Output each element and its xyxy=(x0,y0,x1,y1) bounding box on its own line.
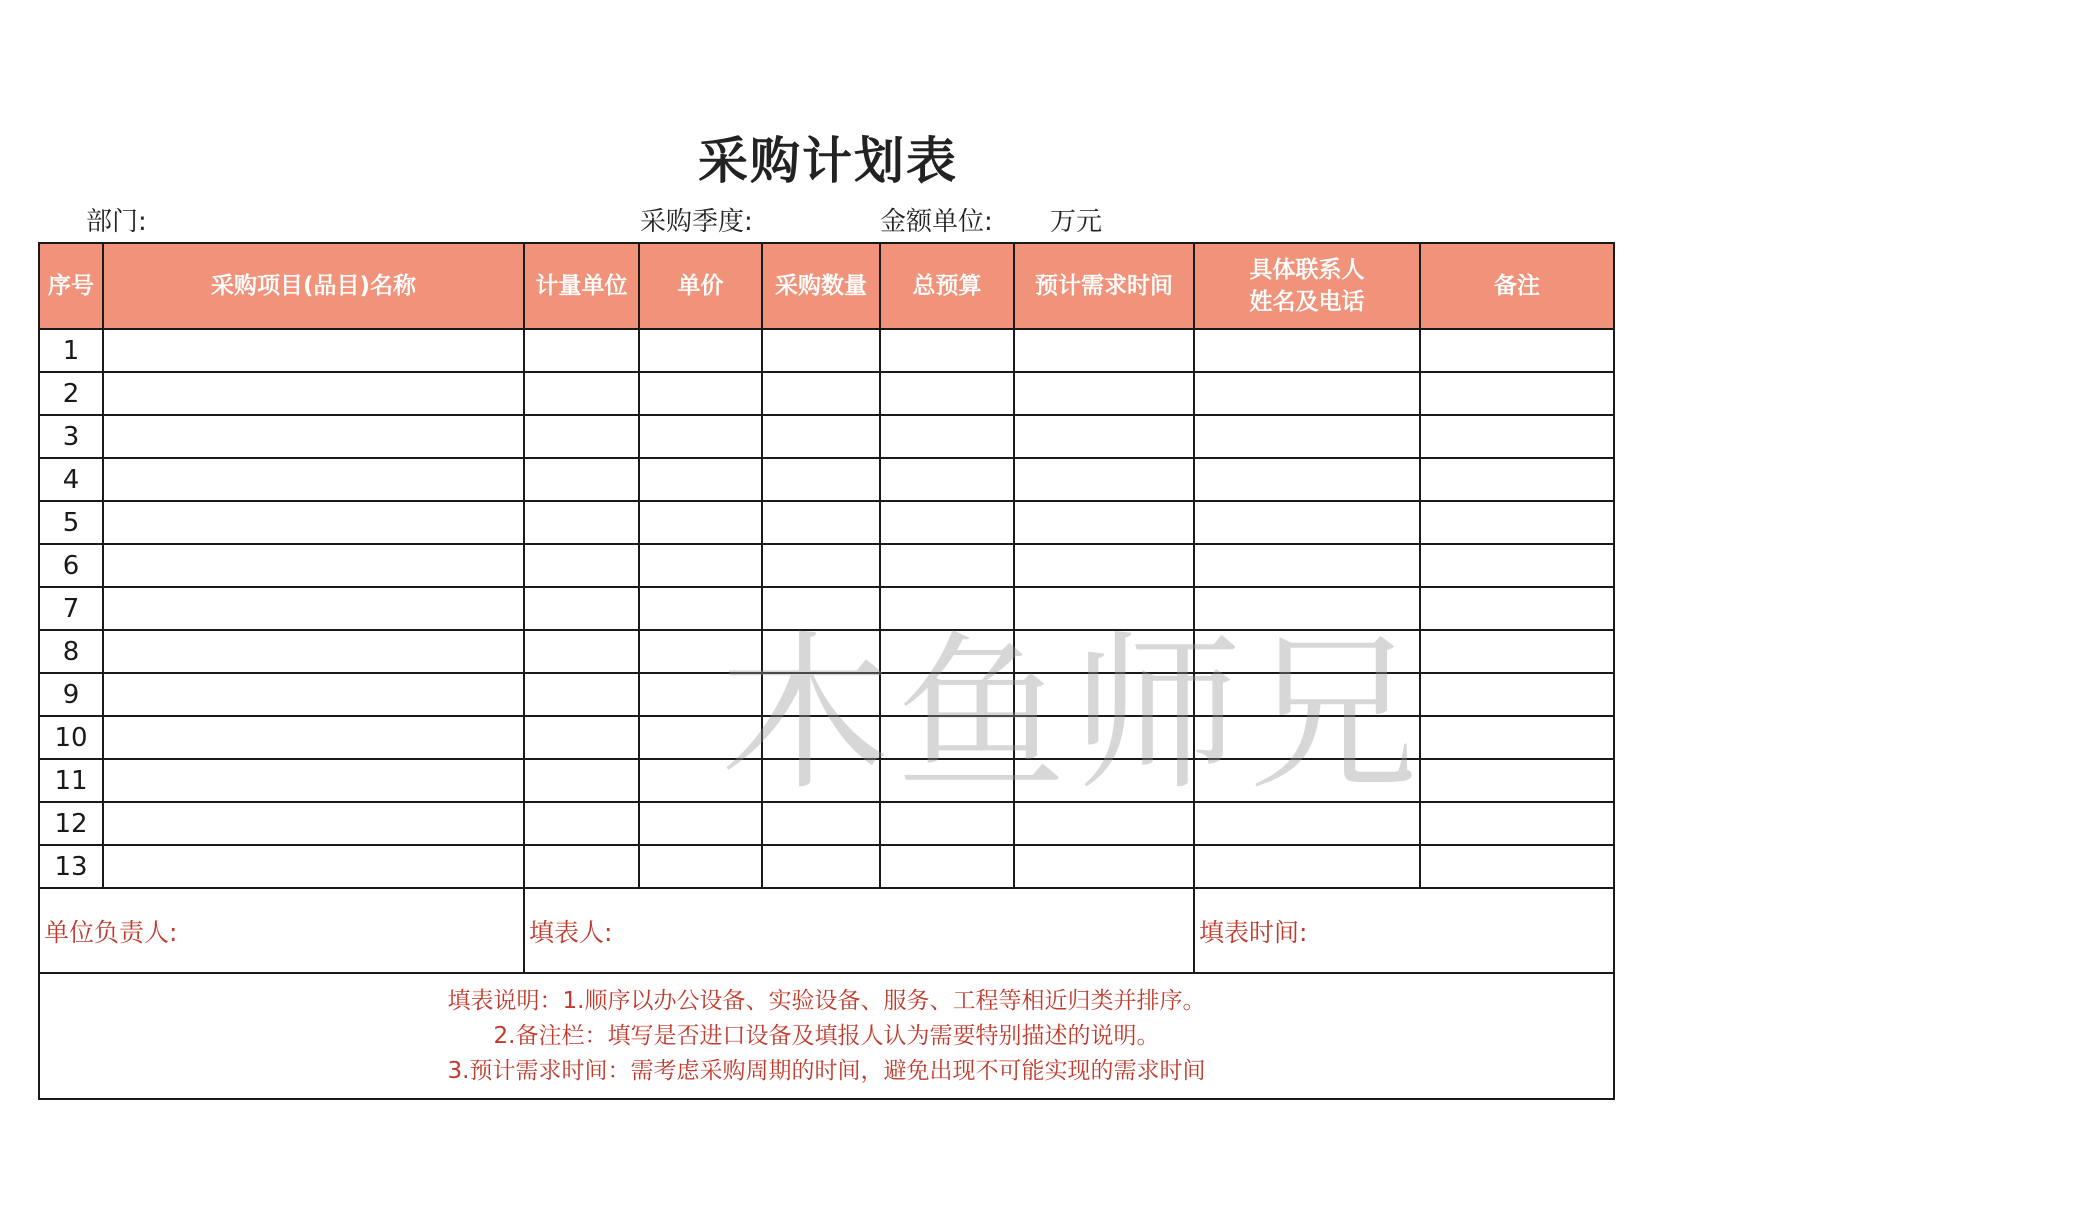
table-cell[interactable] xyxy=(1194,544,1420,587)
row-index: 4 xyxy=(39,458,103,501)
table-cell[interactable] xyxy=(762,501,880,544)
table-cell[interactable] xyxy=(1420,759,1614,802)
table-row xyxy=(39,372,1614,415)
table-cell[interactable] xyxy=(1420,630,1614,673)
table-cell[interactable] xyxy=(1194,587,1420,630)
table-cell[interactable] xyxy=(103,673,524,716)
table-cell[interactable] xyxy=(524,716,639,759)
table-cell[interactable] xyxy=(1194,329,1420,372)
table-cell[interactable] xyxy=(880,759,1014,802)
table-cell[interactable] xyxy=(1194,501,1420,544)
table-cell[interactable] xyxy=(762,630,880,673)
table-cell[interactable] xyxy=(762,802,880,845)
table-cell[interactable] xyxy=(639,673,762,716)
header-contact: 具体联系人 姓名及电话 xyxy=(1194,243,1420,329)
row-index: 8 xyxy=(39,630,103,673)
row-index: 13 xyxy=(39,845,103,888)
table-row xyxy=(39,802,1614,845)
table-cell[interactable] xyxy=(1014,845,1194,888)
instructions-row xyxy=(39,973,1614,1099)
table-cell[interactable] xyxy=(639,759,762,802)
table-cell[interactable] xyxy=(524,372,639,415)
table-cell[interactable] xyxy=(639,802,762,845)
table-cell[interactable] xyxy=(1014,329,1194,372)
header-remark: 备注 xyxy=(1420,243,1614,329)
table-cell[interactable] xyxy=(524,802,639,845)
table-cell[interactable] xyxy=(1014,716,1194,759)
table-row xyxy=(39,759,1614,802)
table-cell[interactable] xyxy=(1014,673,1194,716)
amount-unit-label: 金额单位: xyxy=(880,207,993,237)
table-cell[interactable] xyxy=(639,845,762,888)
header-index: 序号 xyxy=(39,243,103,329)
table-cell[interactable] xyxy=(880,716,1014,759)
table-cell[interactable] xyxy=(1014,587,1194,630)
table-cell[interactable] xyxy=(639,716,762,759)
table-cell[interactable] xyxy=(762,845,880,888)
table-cell[interactable] xyxy=(1194,845,1420,888)
table-cell[interactable] xyxy=(1014,415,1194,458)
table-cell[interactable] xyxy=(880,501,1014,544)
table-cell[interactable] xyxy=(1420,544,1614,587)
table-cell[interactable] xyxy=(762,716,880,759)
table-cell[interactable] xyxy=(762,759,880,802)
table-row xyxy=(39,329,1614,372)
table-cell[interactable] xyxy=(1194,458,1420,501)
table-cell[interactable] xyxy=(1014,458,1194,501)
table-cell[interactable] xyxy=(639,458,762,501)
table-cell[interactable] xyxy=(103,630,524,673)
quarter-label: 采购季度: xyxy=(640,207,753,237)
table-cell[interactable] xyxy=(1194,673,1420,716)
table-cell[interactable] xyxy=(103,458,524,501)
table-row xyxy=(39,544,1614,587)
table-cell[interactable] xyxy=(880,544,1014,587)
table-row xyxy=(39,415,1614,458)
table-cell[interactable] xyxy=(880,802,1014,845)
amount-unit-value: 万元 xyxy=(1050,207,1103,237)
table-cell[interactable] xyxy=(524,759,639,802)
table-cell[interactable] xyxy=(1420,802,1614,845)
table-cell[interactable] xyxy=(1420,415,1614,458)
table-cell[interactable] xyxy=(1014,802,1194,845)
watermark-text: 木鱼师兄 xyxy=(720,616,1425,814)
table-cell[interactable] xyxy=(880,673,1014,716)
header-item-name: 采购项目(品目)名称 xyxy=(103,243,524,329)
header-row xyxy=(39,243,1614,329)
instruction-line-1: 填表说明：1.顺序以办公设备、实验设备、服务、工程等相近归类并排序。 xyxy=(447,987,1206,1014)
row-index: 11 xyxy=(39,759,103,802)
table-cell[interactable] xyxy=(1194,630,1420,673)
table-cell[interactable] xyxy=(524,415,639,458)
table-row xyxy=(39,630,1614,673)
table-cell[interactable] xyxy=(524,673,639,716)
department-label: 部门: xyxy=(86,207,147,237)
table-cell[interactable] xyxy=(639,630,762,673)
header-budget: 总预算 xyxy=(880,243,1014,329)
table-cell[interactable] xyxy=(103,329,524,372)
table-cell[interactable] xyxy=(880,845,1014,888)
row-index: 6 xyxy=(39,544,103,587)
table-cell[interactable] xyxy=(1194,759,1420,802)
table-cell[interactable] xyxy=(1420,329,1614,372)
table-cell[interactable] xyxy=(103,415,524,458)
table-cell[interactable] xyxy=(524,845,639,888)
table-cell[interactable] xyxy=(1014,630,1194,673)
table-cell[interactable] xyxy=(762,544,880,587)
table-cell[interactable] xyxy=(103,544,524,587)
instructions-cell xyxy=(39,973,1614,1099)
table-cell[interactable] xyxy=(103,587,524,630)
table-cell[interactable] xyxy=(1194,802,1420,845)
purchase-plan-table xyxy=(38,242,1615,1100)
table-cell[interactable] xyxy=(762,415,880,458)
table-cell[interactable] xyxy=(880,458,1014,501)
table-cell[interactable] xyxy=(1420,845,1614,888)
table-cell[interactable] xyxy=(1420,716,1614,759)
table-cell[interactable] xyxy=(1194,415,1420,458)
table-cell[interactable] xyxy=(880,372,1014,415)
table-cell[interactable] xyxy=(1194,372,1420,415)
table-row xyxy=(39,501,1614,544)
table-cell[interactable] xyxy=(880,587,1014,630)
table-row xyxy=(39,845,1614,888)
filler-label[interactable]: 填表人: xyxy=(524,888,1194,973)
signature-row xyxy=(39,888,1614,973)
header-need-time: 预计需求时间 xyxy=(1014,243,1194,329)
header-unit: 计量单位 xyxy=(524,243,639,329)
table-cell[interactable] xyxy=(524,458,639,501)
table-cell[interactable] xyxy=(524,501,639,544)
table-cell[interactable] xyxy=(1014,501,1194,544)
table-cell[interactable] xyxy=(639,587,762,630)
header-price: 单价 xyxy=(639,243,762,329)
table-cell[interactable] xyxy=(880,630,1014,673)
row-index: 3 xyxy=(39,415,103,458)
table-row xyxy=(39,458,1614,501)
table-cell[interactable] xyxy=(103,802,524,845)
table-cell[interactable] xyxy=(1014,372,1194,415)
row-index: 7 xyxy=(39,587,103,630)
table-cell[interactable] xyxy=(880,329,1014,372)
table-cell[interactable] xyxy=(762,458,880,501)
table-cell[interactable] xyxy=(103,716,524,759)
instruction-line-2: 2.备注栏：填写是否进口设备及填报人认为需要特别描述的说明。 xyxy=(493,1022,1160,1049)
table-row xyxy=(39,587,1614,630)
table-cell[interactable] xyxy=(1014,544,1194,587)
page-title: 采购计划表 xyxy=(698,132,958,190)
table-cell[interactable] xyxy=(639,372,762,415)
table-cell[interactable] xyxy=(762,673,880,716)
table-cell[interactable] xyxy=(1014,759,1194,802)
table-cell[interactable] xyxy=(639,544,762,587)
row-index: 12 xyxy=(39,802,103,845)
table-cell[interactable] xyxy=(639,415,762,458)
table-row xyxy=(39,673,1614,716)
row-index: 2 xyxy=(39,372,103,415)
table-cell[interactable] xyxy=(1420,587,1614,630)
table-cell[interactable] xyxy=(1420,458,1614,501)
table-cell[interactable] xyxy=(880,415,1014,458)
leader-label[interactable]: 单位负责人: xyxy=(39,888,524,973)
header-quantity: 采购数量 xyxy=(762,243,880,329)
instruction-line-3: 3.预计需求时间：需考虑采购周期的时间，避免出现不可能实现的需求时间 xyxy=(447,1057,1206,1084)
table-cell[interactable] xyxy=(103,759,524,802)
table-cell[interactable] xyxy=(524,329,639,372)
table-cell[interactable] xyxy=(103,501,524,544)
table-cell[interactable] xyxy=(639,329,762,372)
row-index: 1 xyxy=(39,329,103,372)
table-cell[interactable] xyxy=(103,845,524,888)
table-cell[interactable] xyxy=(1420,501,1614,544)
table-cell[interactable] xyxy=(639,501,762,544)
table-cell[interactable] xyxy=(524,544,639,587)
table-cell[interactable] xyxy=(762,372,880,415)
table-cell[interactable] xyxy=(762,587,880,630)
row-index: 10 xyxy=(39,716,103,759)
table-cell[interactable] xyxy=(1194,716,1420,759)
table-cell[interactable] xyxy=(524,587,639,630)
table-cell[interactable] xyxy=(524,630,639,673)
table-row xyxy=(39,716,1614,759)
table-cell[interactable] xyxy=(1420,673,1614,716)
table-cell[interactable] xyxy=(1420,372,1614,415)
table-cell[interactable] xyxy=(103,372,524,415)
table-cell[interactable] xyxy=(762,329,880,372)
row-index: 9 xyxy=(39,673,103,716)
fill-time-label[interactable]: 填表时间: xyxy=(1194,888,1614,973)
row-index: 5 xyxy=(39,501,103,544)
